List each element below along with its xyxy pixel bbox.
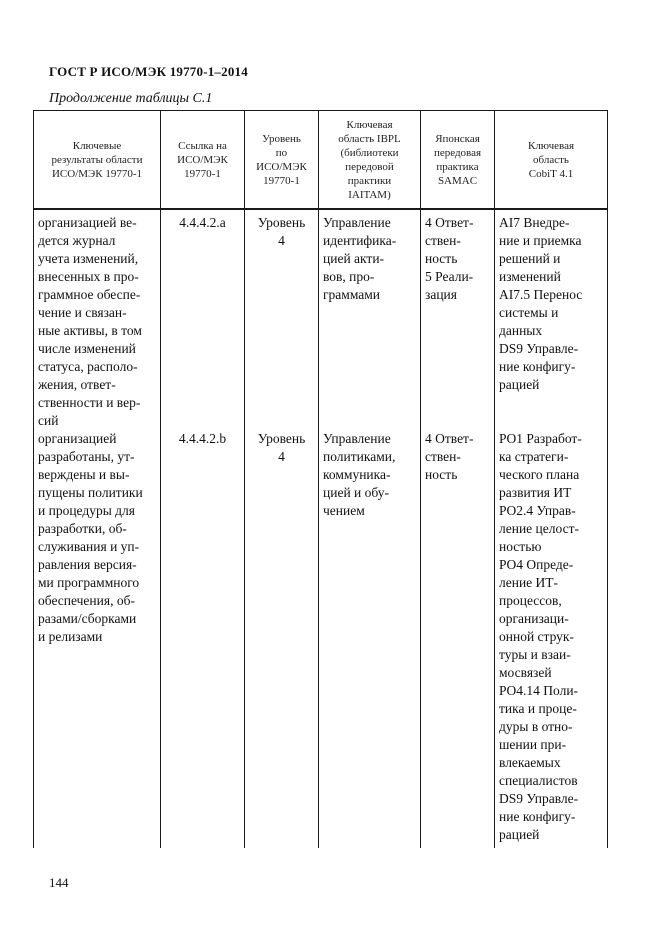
cell-text-line: 4 <box>278 449 285 464</box>
cell-text-line: ление целост- <box>499 521 579 536</box>
cell-text-line: мосвязей <box>499 665 552 680</box>
cell-samac-practice <box>421 430 495 848</box>
cell-text-line: AI7 Внедре- <box>499 215 570 230</box>
cell-text-line: организацией ве- <box>38 215 137 230</box>
cell-text-line: ностью <box>499 539 542 554</box>
cell-text-line: ление ИТ- <box>499 575 559 590</box>
cell-text-line: служивания и уп- <box>38 539 140 554</box>
cell-text-line: AI7.5 Перенос <box>499 287 583 302</box>
cell-text-line: CobiT 4.1 <box>528 167 574 180</box>
cell-text-line: область <box>533 153 569 166</box>
cell-text-line: верждены и вы- <box>38 467 130 482</box>
cell-text-line: разработаны, ут- <box>38 449 135 464</box>
cell-text-line: ИСО/МЭК <box>177 153 228 166</box>
cell-text-line: данных <box>499 323 543 338</box>
header-ibpl-area <box>319 111 421 210</box>
cell-text-line: Ключевая <box>346 118 393 131</box>
cell-text-line: Ключевая <box>527 139 575 152</box>
table-header-row <box>34 111 608 210</box>
cell-text-line: жения, ответ- <box>38 377 116 392</box>
cell-text-line: ность <box>425 467 458 482</box>
cell-text-line: туры и взаи- <box>499 647 571 662</box>
cell-text-line: пущены политики <box>38 485 143 500</box>
cell-text-line: идентифика- <box>323 233 397 248</box>
cell-text-line: результаты области <box>51 153 143 166</box>
header-samac-practice <box>421 111 495 210</box>
cell-text-line: 4.4.4.2.a <box>179 215 226 230</box>
cell-cobit-area <box>495 430 608 848</box>
cell-text-line: развития ИТ <box>499 485 572 500</box>
cell-text-line: системы и <box>499 305 559 320</box>
cell-text-line: изменений <box>499 269 561 284</box>
cell-text-line: чение и связан- <box>38 305 127 320</box>
cell-text-line: специалистов <box>499 773 578 788</box>
cell-text-line: SAMAC <box>437 174 478 187</box>
cell-text-line: практика <box>436 160 479 173</box>
cell-text-line: Уровень <box>257 431 306 446</box>
mapping-table <box>33 110 608 848</box>
cell-text-line: ми программного <box>38 575 140 590</box>
cell-text-line: вов, про- <box>323 269 375 284</box>
cell-text-line: 19770-1 <box>263 174 300 187</box>
cell-text-line: Управление <box>323 431 391 446</box>
cell-text-line: 4.4.4.2.b <box>178 431 227 446</box>
cell-text-line: числе изменений <box>38 341 136 356</box>
header-cobit-area <box>495 111 608 210</box>
table-caption: Продолжение таблицы С.1 <box>49 91 213 106</box>
cell-text-line: Ключевые <box>72 139 122 152</box>
cell-reference <box>161 430 245 848</box>
cell-text-line: ИСО/МЭК <box>256 160 307 173</box>
cell-text-line: Японская <box>435 132 480 145</box>
cell-text-line: внесенных в про- <box>38 269 139 284</box>
cell-text-line: обеспечения, об- <box>38 593 135 608</box>
cell-text-line: передовая <box>433 146 482 159</box>
cell-text-line: зация <box>425 287 457 302</box>
cell-text-line: по <box>275 146 288 159</box>
cell-text-line: ние конфигу- <box>499 809 576 824</box>
cell-text-line: и релизами <box>38 629 103 644</box>
cell-text-line: тика и проце- <box>499 701 577 716</box>
cell-ibpl-area <box>319 430 421 848</box>
cell-text-line: ческого плана <box>499 467 580 482</box>
cell-text-line: 4 Ответ- <box>425 431 474 446</box>
cell-text-line: DS9 Управле- <box>499 791 579 806</box>
cell-text-line: Ссылка на <box>178 139 227 152</box>
cell-level <box>245 209 319 430</box>
cell-text-line: разами/сборками <box>38 611 137 626</box>
cell-text-line: 5 Реали- <box>425 269 474 284</box>
cell-text-line: граммное обеспе- <box>38 287 141 302</box>
cell-text-line: коммуника- <box>323 467 391 482</box>
cell-text-line: цией акти- <box>323 251 385 266</box>
cell-text-line: политиками, <box>323 449 396 464</box>
cell-text-line: ность <box>425 251 458 266</box>
cell-text-line: IAITAM) <box>348 188 391 201</box>
cell-ibpl-area <box>319 209 421 430</box>
cell-text-line: ствен- <box>425 233 461 248</box>
cell-text-line: ние и приемка <box>499 233 582 248</box>
cell-text-line: ствен- <box>425 449 461 464</box>
cell-text-line: чением <box>323 503 365 518</box>
cell-text-line: и процедуры для <box>38 503 135 518</box>
cell-text-line: ИСО/МЭК 19770-1 <box>51 167 143 180</box>
cell-text-line: учета изменений, <box>38 251 139 266</box>
cell-text-line: цией и обу- <box>323 485 389 500</box>
cell-text-line: передовой <box>345 160 394 173</box>
cell-text-line: Уровень <box>262 132 301 145</box>
table-row <box>34 430 608 848</box>
header-reference <box>161 111 245 210</box>
cell-text-line: шении при- <box>499 737 567 752</box>
cell-text-line: ные активы, в том <box>38 323 142 338</box>
cell-text-line: рацией <box>499 377 540 392</box>
document-header: ГОСТ Р ИСО/МЭК 19770-1–2014 <box>49 64 248 79</box>
cell-text-line: Уровень <box>257 215 306 230</box>
cell-text-line: процессов, <box>499 593 562 608</box>
header-level <box>245 111 319 210</box>
cell-key-result <box>34 209 161 430</box>
cell-text-line: ние конфигу- <box>499 359 576 374</box>
cell-reference <box>161 209 245 430</box>
cell-text-line: влекаемых <box>499 755 561 770</box>
cell-text-line: практики <box>347 174 392 187</box>
cell-key-result <box>34 430 161 848</box>
cell-text-line: PO4.14 Поли- <box>499 683 579 698</box>
cell-text-line: ственности и вер- <box>38 395 141 410</box>
cell-text-line: граммами <box>323 287 381 302</box>
cell-text-line: (библиотеки <box>340 146 399 159</box>
cell-cobit-area <box>495 209 608 430</box>
cell-text-line: ка стратеги- <box>499 449 569 464</box>
cell-level <box>245 430 319 848</box>
cell-text-line: организаци- <box>499 611 569 626</box>
cell-text-line: 4 <box>278 233 285 248</box>
cell-text-line: PO1 Разработ- <box>499 431 582 446</box>
cell-text-line: разработки, об- <box>38 521 127 536</box>
cell-text-line: Управление <box>323 215 391 230</box>
cell-text-line: DS9 Управле- <box>499 341 579 356</box>
cell-text-line: область IBPL <box>338 132 401 145</box>
cell-text-line: PO2.4 Управ- <box>499 503 576 518</box>
cell-text-line: статуса, располо- <box>38 359 138 374</box>
cell-text-line: PO4 Опреде- <box>499 557 574 572</box>
header-key-results <box>34 111 161 210</box>
cell-text-line: дуры в отно- <box>499 719 573 734</box>
cell-text-line: решений и <box>499 251 561 266</box>
cell-text-line: 4 Ответ- <box>425 215 474 230</box>
cell-text-line: дется журнал <box>38 233 116 248</box>
cell-text-line: онной струк- <box>499 629 574 644</box>
table-row <box>34 209 608 430</box>
cell-samac-practice <box>421 209 495 430</box>
cell-text-line: сий <box>38 413 59 428</box>
page-number: 144 <box>49 875 69 890</box>
cell-text-line: равления версия- <box>38 557 137 572</box>
cell-text-line: организацией <box>38 431 117 446</box>
cell-text-line: рацией <box>499 827 540 842</box>
cell-text-line: 19770-1 <box>184 167 221 180</box>
